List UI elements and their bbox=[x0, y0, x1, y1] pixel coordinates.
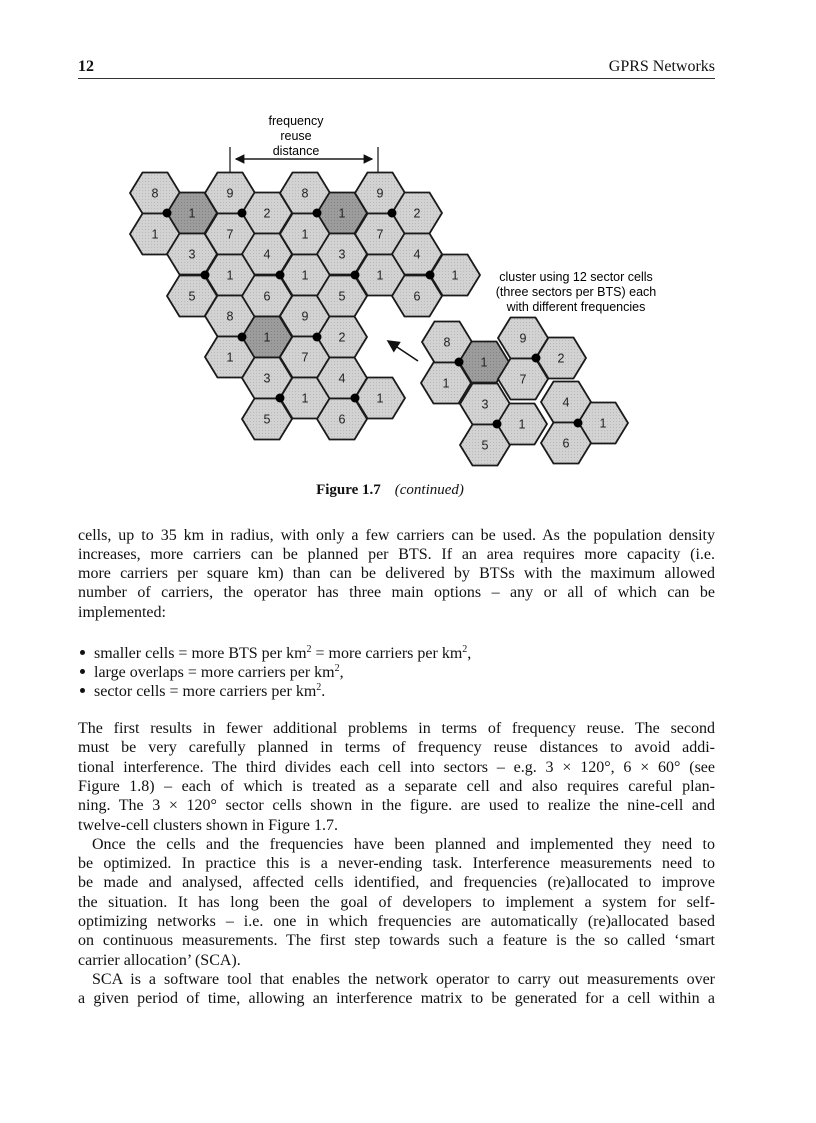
cell-frequency-label: 2 bbox=[263, 206, 271, 221]
cell-frequency-label: 7 bbox=[519, 372, 527, 387]
text-line: SCA is a software tool that enables the network operator to carry out measurements over bbox=[92, 970, 715, 988]
bullet-text: . bbox=[321, 683, 326, 700]
bts-site-dot bbox=[238, 333, 247, 342]
bts-site-dot bbox=[493, 420, 502, 429]
text-line: a given period of time, allowing an interference matrix to be generated for a cell within a bbox=[78, 990, 715, 1008]
bts-site-dot bbox=[388, 209, 397, 218]
bts-site-dot bbox=[351, 394, 360, 403]
text-line: must be very carefully planned in terms of frequency reuse distances to avoid addi- bbox=[78, 739, 715, 757]
cell-frequency-label: 6 bbox=[338, 412, 346, 427]
cell-frequency-label: 1 bbox=[301, 391, 309, 406]
text-line: Figure 1.8) – each of which is treated as a separate cell and also requires careful plan- bbox=[78, 777, 715, 795]
cell-frequency-label: 6 bbox=[263, 289, 271, 304]
cell-frequency-label: 4 bbox=[562, 395, 570, 410]
bts-site-dot bbox=[574, 419, 583, 428]
reuse-label-line: frequency bbox=[268, 114, 324, 128]
bts-site-dot bbox=[276, 271, 285, 280]
cell-frequency-label: 6 bbox=[413, 289, 421, 304]
cell-frequency-label: 1 bbox=[599, 416, 607, 431]
cell-frequency-label: 9 bbox=[376, 186, 384, 201]
cell-frequency-label: 1 bbox=[226, 350, 234, 365]
cell-frequency-label: 5 bbox=[481, 438, 489, 453]
text-line: number of carriers, the operator has three main options – any or all of which can be bbox=[78, 584, 715, 601]
bullet-icon bbox=[80, 650, 85, 655]
bts-site-dot bbox=[313, 209, 322, 218]
text-line: the situation. It has long been the goal of developers to implement a system for self- bbox=[78, 893, 715, 911]
bullet-item bbox=[80, 663, 344, 682]
text-line: implemented: bbox=[78, 604, 166, 621]
superscript: 2 bbox=[462, 644, 468, 655]
bts-site-dot bbox=[455, 358, 464, 367]
cell-frequency-label: 4 bbox=[338, 371, 346, 386]
bullet-text: = more carriers per km bbox=[311, 645, 463, 662]
cell-frequency-label: 5 bbox=[338, 289, 346, 304]
cell-frequency-label: 6 bbox=[562, 436, 570, 451]
bullet-text: , bbox=[339, 664, 344, 681]
cell-frequency-label: 4 bbox=[263, 247, 271, 262]
cell-frequency-label: 1 bbox=[188, 206, 196, 221]
cell-frequency-label: 7 bbox=[226, 227, 234, 242]
cell-frequency-label: 7 bbox=[376, 227, 384, 242]
bullet-icon bbox=[80, 688, 85, 693]
cell-frequency-label: 9 bbox=[519, 331, 527, 346]
text-line: The first results in fewer additional problems in terms of frequency reuse. The second bbox=[78, 720, 715, 737]
text-line: be made and analysed, affected cells identified, and frequencies (re)allocated to improve bbox=[78, 874, 715, 892]
text-line: carrier allocation’ (SCA). bbox=[78, 951, 241, 969]
figure-caption bbox=[0, 482, 780, 499]
bts-site-dot bbox=[201, 271, 210, 280]
bts-site-dot bbox=[313, 333, 322, 342]
bullet-item bbox=[80, 644, 471, 663]
text-line: ning. The 3 × 120° sector cells shown in the figure. are used to realize the nine-cell and bbox=[78, 797, 715, 815]
cell-frequency-label: 1 bbox=[263, 330, 271, 345]
reuse-distance-label bbox=[269, 114, 325, 158]
bullet-text: , bbox=[467, 645, 472, 662]
cell-frequency-label: 1 bbox=[376, 268, 384, 283]
bts-site-dot bbox=[163, 209, 172, 218]
cell-cluster-diagram bbox=[0, 0, 816, 480]
cell-frequency-label: 1 bbox=[226, 268, 234, 283]
caption-label: Figure 1.7 bbox=[316, 482, 381, 498]
text-line: optimizing networks – i.e. one in which frequencies are automatically (re)allocated based bbox=[78, 913, 715, 930]
cell-frequency-label: 8 bbox=[226, 309, 234, 324]
cluster-pointer-arrow bbox=[388, 341, 418, 361]
text-line: twelve-cell clusters shown in Figure 1.7. bbox=[78, 816, 338, 834]
bullet-text: sector cells = more carriers per km bbox=[94, 683, 317, 700]
cell-frequency-label: 1 bbox=[480, 355, 488, 370]
superscript: 2 bbox=[334, 663, 340, 674]
reuse-label-line: reuse bbox=[280, 129, 312, 143]
superscript: 2 bbox=[316, 682, 322, 693]
bts-site-dot bbox=[276, 394, 285, 403]
cell-frequency-label: 5 bbox=[263, 412, 271, 427]
text-line: cells, up to 35 km in radius, with only a few carriers can be used. As the population density bbox=[78, 527, 715, 544]
cell-frequency-label: 8 bbox=[301, 186, 309, 201]
cell-frequency-label: 3 bbox=[338, 247, 346, 262]
text-line: be optimized. In practice this is a never-ending task. Interference measurements need to bbox=[78, 855, 715, 873]
cell-frequency-label: 1 bbox=[518, 417, 526, 432]
cell-frequency-label: 9 bbox=[301, 309, 309, 324]
cell-frequency-label: 1 bbox=[151, 227, 159, 242]
running-title: GPRS Networks bbox=[608, 58, 715, 75]
cell-frequency-label: 1 bbox=[451, 268, 459, 283]
cell-frequency-label: 1 bbox=[376, 391, 384, 406]
bullet-item bbox=[80, 682, 325, 701]
bullet-text: large overlaps = more carriers per km bbox=[94, 664, 335, 681]
cell-frequency-label: 2 bbox=[557, 351, 565, 366]
cell-frequency-label: 7 bbox=[301, 350, 309, 365]
cell-frequency-label: 9 bbox=[226, 186, 234, 201]
bullet-icon bbox=[80, 669, 85, 674]
cell-frequency-label: 8 bbox=[151, 186, 159, 201]
bts-site-dot bbox=[351, 271, 360, 280]
cell-frequency-label: 5 bbox=[188, 289, 196, 304]
cell-frequency-label: 1 bbox=[301, 268, 309, 283]
reuse-label-line: distance bbox=[272, 144, 320, 158]
text-line: Once the cells and the frequencies have been planned and implemented they need to bbox=[92, 835, 715, 853]
cluster-callout bbox=[496, 270, 657, 314]
cell-frequency-label: 3 bbox=[188, 247, 196, 262]
superscript: 2 bbox=[306, 644, 312, 655]
cell-frequency-label: 1 bbox=[442, 376, 450, 391]
bts-site-dot bbox=[532, 354, 541, 363]
cell-frequency-label: 3 bbox=[263, 371, 271, 386]
bullet-text: smaller cells = more BTS per km bbox=[94, 645, 307, 662]
text-line: more carriers per square km) than can be delivered by BTSs with the maximum allowed bbox=[78, 565, 715, 582]
cell-frequency-label: 3 bbox=[481, 397, 489, 412]
caption-note: (continued) bbox=[394, 482, 464, 498]
cell-frequency-label: 1 bbox=[338, 206, 346, 221]
bts-site-dot bbox=[426, 271, 435, 280]
cell-frequency-label: 8 bbox=[443, 335, 451, 350]
cell-frequency-label: 4 bbox=[413, 247, 421, 262]
cell-frequency-label: 1 bbox=[301, 227, 309, 242]
callout-line: cluster using 12 sector cells bbox=[499, 270, 653, 284]
text-line: tional interference. The third divides each cell into sectors – e.g. 3 × 120°, 6 × 60° (see bbox=[78, 758, 715, 776]
cell-frequency-label: 2 bbox=[338, 330, 346, 345]
text-line: on continuous measurements. The first step towards such a feature is the so called ‘smart bbox=[78, 932, 715, 950]
bts-site-dot bbox=[238, 209, 247, 218]
callout-line: (three sectors per BTS) each bbox=[495, 285, 657, 299]
page-number: 12 bbox=[78, 58, 94, 75]
callout-line: with different frequencies bbox=[506, 300, 646, 314]
cell-frequency-label: 2 bbox=[413, 206, 421, 221]
text-line: increases, more carriers can be planned per BTS. If an area requires more capacity (i.e. bbox=[78, 546, 715, 563]
